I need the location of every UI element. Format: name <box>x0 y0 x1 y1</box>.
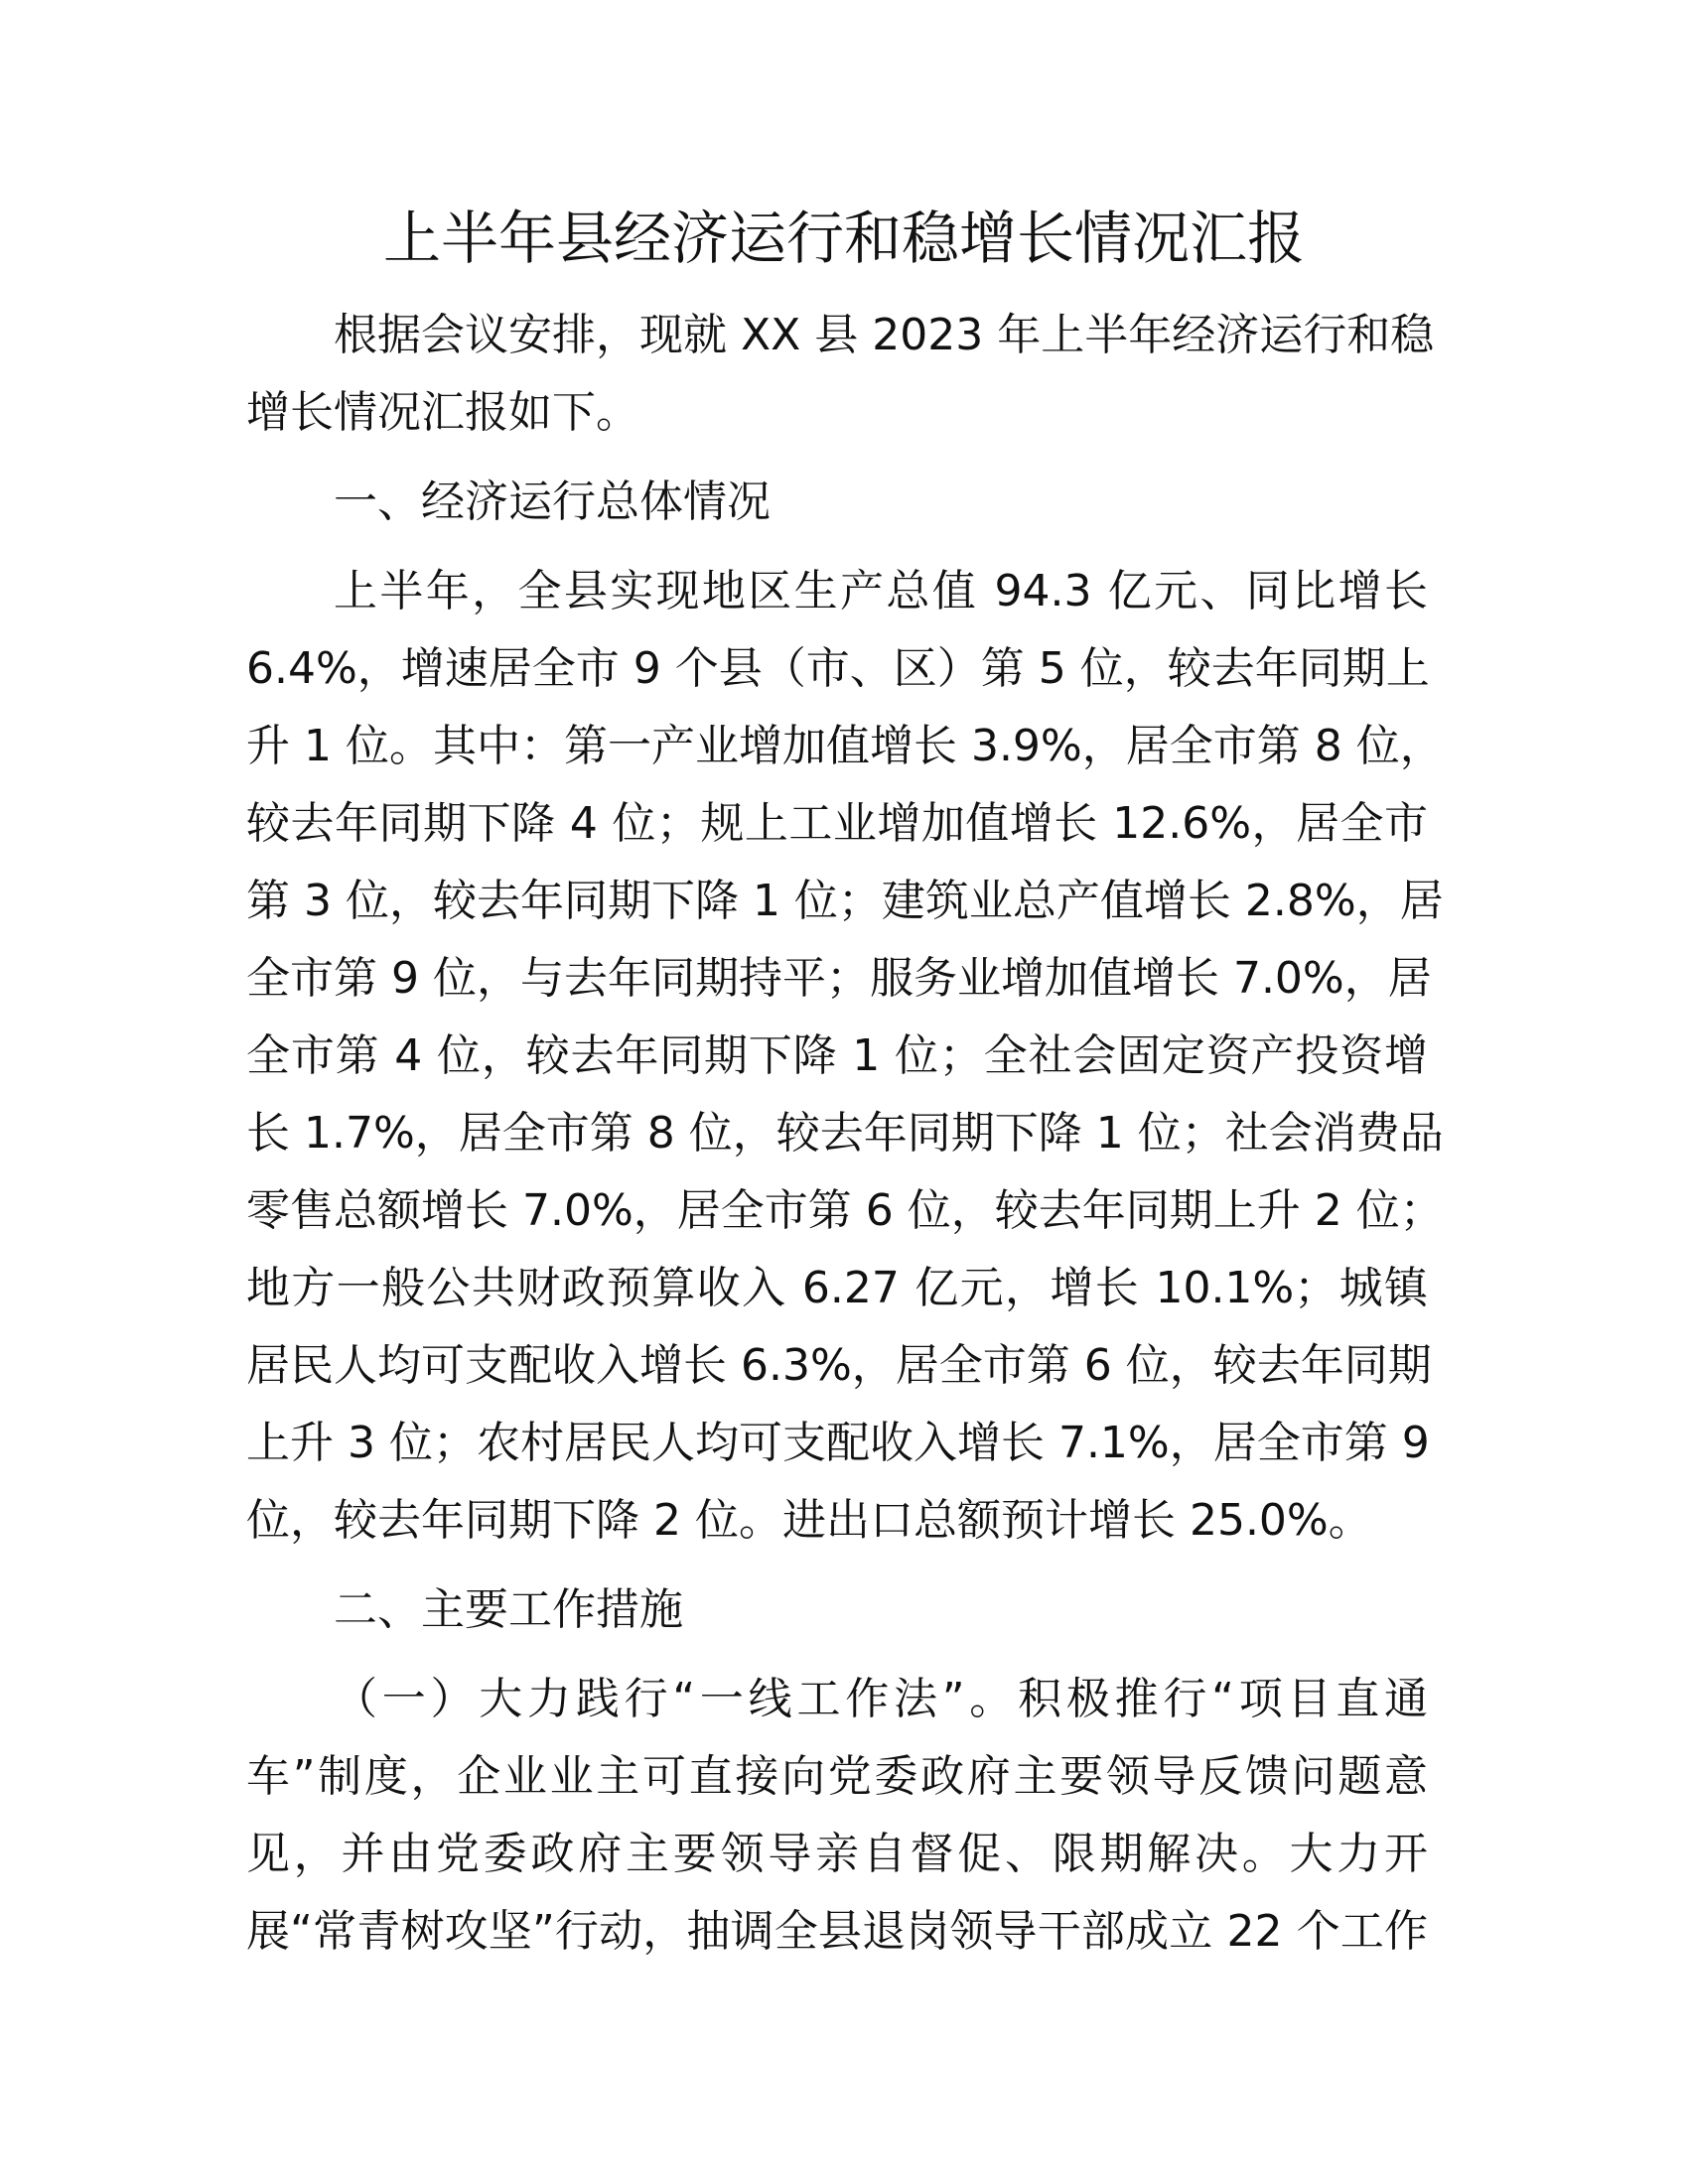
text-line: 第 3 位，较去年同期下降 1 位；建筑业总产值增长 2.8%，居 <box>246 876 1444 926</box>
paragraph <box>246 1571 1428 1649</box>
text-line: 全市第 4 位，较去年同期下降 1 位；全社会固定资产投资增 <box>246 1030 1428 1081</box>
text-line: 根据会议安排，现就 XX 县 2023 年上半年经济运行和稳 <box>334 310 1435 360</box>
text-line: 居民人均可支配收入增长 6.3%，居全市第 6 位，较去年同期 <box>246 1340 1432 1391</box>
text-line: 地方一般公共财政预算收入 6.27 亿元，增长 10.1%；城镇 <box>246 1263 1428 1313</box>
text-line: 升 1 位。其中：第一产业增加值增长 3.9%，居全市第 8 位， <box>246 721 1444 771</box>
document-title: 上半年县经济运行和稳增长情况汇报 <box>382 205 1305 272</box>
text-line: （一）大力践行“一线工作法”。积极推行“项目直通 <box>334 1674 1428 1724</box>
text-line: 长 1.7%，居全市第 8 位，较去年同期下降 1 位；社会消费品 <box>246 1108 1444 1159</box>
paragraph <box>246 464 1428 541</box>
text-line: 上升 3 位；农村居民人均可支配收入增长 7.1%，居全市第 9 <box>246 1418 1430 1468</box>
text-line: 一、经济运行总体情况 <box>334 477 771 527</box>
text-line: 增长情况汇报如下。 <box>246 387 639 438</box>
text-line: 6.4%，增速居全市 9 个县（市、区）第 5 位，较去年同期上 <box>246 643 1430 694</box>
text-line: 展“常青树攻坚”行动，抽调全县退岗领导干部成立 22 个工作 <box>246 1906 1428 1957</box>
text-line: 见，并由党委政府主要领导亲自督促、限期解决。大力开 <box>246 1829 1428 1879</box>
text-line: 位，较去年同期下降 2 位。进出口总额预计增长 25.0%。 <box>246 1495 1372 1546</box>
document-body <box>246 297 1444 1971</box>
text-line: 零售总额增长 7.0%，居全市第 6 位，较去年同期上升 2 位； <box>246 1185 1444 1236</box>
text-line: 上半年，全县实现地区生产总值 94.3 亿元、同比增长 <box>334 566 1428 616</box>
text-line: 二、主要工作措施 <box>334 1584 683 1635</box>
paragraph <box>246 553 1444 1560</box>
paragraph <box>246 1661 1428 1971</box>
text-line: 全市第 9 位，与去年同期持平；服务业增加值增长 7.0%，居 <box>246 953 1432 1004</box>
text-line: 较去年同期下降 4 位；规上工业增加值增长 12.6%，居全市 <box>246 798 1428 849</box>
paragraph <box>246 297 1435 452</box>
text-line: 车”制度，企业业主可直接向党委政府主要领导反馈问题意 <box>246 1751 1428 1802</box>
